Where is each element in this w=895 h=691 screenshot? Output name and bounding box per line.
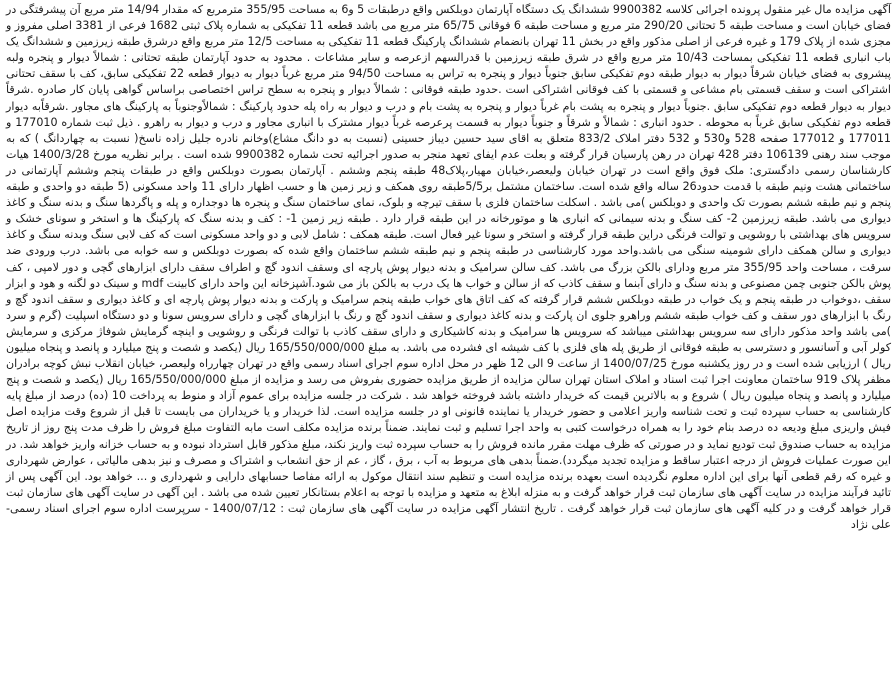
auction-notice-text: آگهی مزایده مال غیر منقول پرونده اجرائی کلاسه 9900382 ششدانگ یک دستگاه آپارتمان دوبلکس واقع درطبقات 5 و6 به مساحت 355/95 مترمربع که مقدار 14/94 متر مربع آن پیشرفتگی در فضای خیابان است و مساحت طبقه 5 تحتانی 290/20 متر مربع و مساحت طبقه 6 فوقانی 65/75 متر مربع می باشد قطعه 11 تفکیکی به شماره پلاک ثبتی 1682 فرعی از 3381 اصلی مفروز و مجزی شده از پلاک 179 و غیره فرعی از اصلی مذکور واقع در بخش 11 تهران بانضمام ششدانگ پارکینگ قطعه 11 تفکیکی به مساحت 12/5 متر مربع واقع درشرق طبقه زیرزمین و ششدانگ یک باب انباری قطعه 11 تفکیکی بمساحت 10/43 متر مربع واقع در شرق طبقه زیرزمین با قدرالسهم ازعرصه و سایر مشاعات . محدود به حدود آپارتمان طبقه تحتانی : شمالاً دیوار و پنجره ولبه پیشروی به فضای خیابان شرقاً دیوار به دیوار طبقه دوم تفکیکی سابق جنوباً دیوار و پنجره به تراس به مساحت 94/50 متر مربع غرباً دیوار به دیوار قطعه 22 تفکیکی سابق، کف با سقف تحتانی اشتراکی است و سقف قسمتی بام مشاعی و قسمتی با کف فوقانی اشتراکی است .حدود طبقه فوقانی : شمالاً دیوار و پنجره به سطح تراس اختصاصی براساس گواهی پایان کار صادره .شرقاً دیوار به دیوار قطعه دوم تفکیکی سابق .جنوباً دیوار و پنجره به پشت بام غرباً دیوار و پنجره به پشت بام و درب و دیوار به راه پله حدود پارکینگ : شمالاًوجنوباً به پارکینگ های مجاور .شرقاًبه دیوار قطعه دوم تفکیکی سابق غرباً به محوطه . حدود انباری : شمالاً و شرقاً و جنوباً دیوار به قسمت پرعرصه غرباً دیوار مشترک با انباری مجاور و درب و دیوار به راهرو . ذیل ثبت شماره 177010 و 177011 و 177012 صفحه 528 و530 و 532 دفتر املاک 833/2 متعلق به اقای سید حسین دیباز حسینی (نسبت به دو دانگ مشاع)وخانم نادره جلیل زاده ناسخ( نسبت به چهاردانگ ) که به موجب سند رهنی 106139 دفتر 428 تهران در رهن پارسیان قرار گرفته و بعلت عدم ایفای تعهد منجر به صدور اجرائیه تحت شماره 9900382 شده است . برابر نظریه مورخ 1400/3/28 هیات کارشناسان رسمی دادگستری: ملک فوق واقع است در تهران خیابان ولیعصر،خیابان مهیار،پلاک48 طبقه پنجم وششم . آپارتمان بصورت دوبلکس واقع در طبقات پنجم وششم آپارتمانی در ساختمانی هشت ونیم طبقه با قدمت حدود26 ساله واقع شده است. ساختمان مشتمل بر5/5طبقه روی همکف و زیر زمین ها و حسب اظهار دارای 11 واحد مسکونی (5 طبقه دو واحدی و طبقه پنجم و نیم طبقه ششم بصورت تک واحدی و دوبلکس )می باشد . اسکلت ساختمان فلزی با سقف تیرچه و بلوک، نمای ساختمان سنگ و پنجره ها دوجداره و پله و پاگردها سنگ و بدنه سنگ و کاغذ دیواری می باشد. طبقه زیرزمین 2- کف سنگ و بدنه سیمانی که انباری ها و موتورخانه در این طبقه قرار دارد . طبقه زیر زمین 1- : کف و بدنه سنگ که پارکینگ ها و استخر و سونای خشک و سرویس های بهداشتی با روشویی و توالت فرنگی دراین طبقه قرار گرفته و استخر و سونا غیر فعال است. طبقه همکف : شامل لابی و دو واحد مسکونی است که کف لابی سنگ وبدنه سنگ و کاغذ دیواری و سالن همکف دارای شومینه سنگی می باشد.واحد مورد کارشناسی در طبقه پنجم و نیم طبقه ششم ساختمان واقع شده که بصورت دوبلکس و سه خوابه می باشد. درب ورودی ضد سرقت ، مساحت واحد 355/95 متر مربع ودارای بالکن بزرگ می باشد. کف سالن سرامیک و بدنه دیوار پوش پارچه ای وسقف اندود گچ و اطراف سقف دارای ابزارهای گچی و دور لامپی ، کف پوش بالکن جنوبی چمن مصنوعی و بدنه سنگ و دارای آبنما و سقف کاذب که از سالن و خواب ها یک درب به بالکن باز می شود.آشپزخانه این واحد دارای کابینت mdf و سینک دو لگنه و هود و ابزار سقف ،دوخواب در طبقه پنجم و یک خواب در طبقه دوبلکس ششم قرار گرفته که کف اتاق های خواب طبقه پنجم سرامیک و پارکت و بدنه دیوار پوش پارچه ای و کاغذ دیواری و سقف اندود گچ و رنگ با ابزارهای دور سقف و کف خواب طبقه ششم وراهرو جلوی ان پارکت و بدنه کاغذ دیواری و سقف اندود گچ و رنگ با ابزارهای گچی و دارای سرویس سونا و دو دستگاه اسپلیت (گرم و سرد )می باشد واحد مذکور دارای سه سرویس بهداشتی میباشد که سرویس ها سرامیک و بدنه کاشیکاری و دارای سقف کاذب با توالت فرنگی و روشویی و اینچه گرمایش شوفاژ مرکزی و سرمایش کولر آبی و آسانسور و دسترسی به طبقه فوقانی از طریق پله های فلزی با کف شیشه ای فشرده می باشد. به مبلغ 165/550/000/000 ریال (یکصد و شصت و پنج میلیارد و پانصد و پنجاه میلیون ریال ) ارزیابی شده است و در روز یکشنبه مورخ 1400/07/25 از ساعت 9 الی 12 ظهر در محل اداره سوم اجرای اسناد رسمی واقع در تهران چهارراه ولیعصر، خیابان انقلاب نبش کوچه برادران مظفر پلاک 919 ساختمان معاونت اجرا ثبت اسناد و املاک استان تهران سالن مزایده از طریق مزایده حضوری بفروش می رسد و مزایده از مبلغ 165/550/000/000 ریال (یکصد و شصت و پنج میلیارد و پانصد و پنجاه میلیون ریال ) شروع و به بالاترین قیمت که خریدار داشته باشد فروخته خواهد شد . شرکت در جلسه مزایده برای عموم آزاد و منوط به پرداخت 10 (ده) درصد از مبلغ پایه کارشناسی به حساب سپرده ثبت و تحت شناسه واریز اعلامی و حضور خریدار یا نماینده قانونی او در جلسه مزایده است. لذا خریدار و یا خریداران می بایست تا قبل از شروع وقت مزایده اصل فیش واریزی مبلغ ودیعه ده درصد بنام خود را به همراه درخواست کتبی به واحد اجرا تسلیم و ثبت نمایند. ضمناً برنده مزایده مکلف است مابه التفاوت مبلغ فروش را ظرف مدت پنج روز از تاریخ مزایده به حساب صندوق ثبت تودیع نماید و در صورتی که ظرف مهلت مقرر مانده فروش را به حساب سپرده ثبت واریز نکند، مبلغ مذکور قابل استرداد نبوده و به حساب خزانه واریز خواهد شد. در این صورت عملیات فروش از درجه اعتبار ساقط و مزایده تجدید میگردد).ضمناً بدهی های مربوط به آب ، برق ، گاز ، عم از حق انشعاب و اشتراک و مصرف و نیز بدهی مالیاتی ، عوارض شهرداری و غیره که رقم قطعی آنها برای این اداره معلوم نگردیده است بعهده برنده مزایده است و تنظیم سند انتقال موکول به ارائه مفاصا حسابهای دارایی و شهرداری و ... خواهد بود. این آگهی پس از تائید فرآیند مزایده در سایت آگهی های سازمان ثبت قرار خواهد گرفت و به منزله ابلاغ به متعهد و مزایده با توجه به اعلام بستانکار تعیین شده می باشد . این آگهی در سایت آگهی های سازمان ثبت قرار خواهد گرفت و در کلیه آگهی های سازمان ثبت قرار خواهد گرفت . تاریخ انتشار آگهی مزایده در سایت آگهی های سازمان ثبت : 1400/07/12 - سرپرست اداره سوم اجرای اسناد رسمی- علی نژاد — [6, 3, 892, 531]
